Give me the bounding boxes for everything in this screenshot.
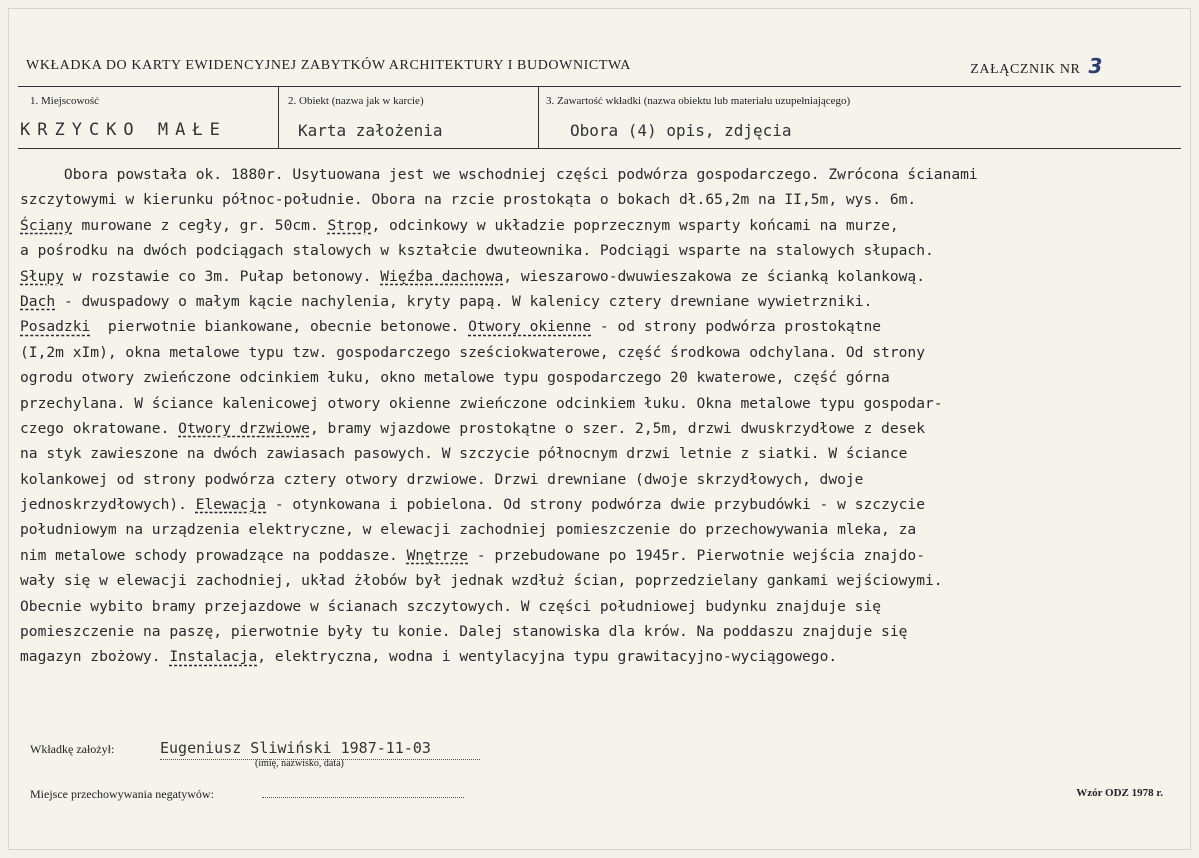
text-line: [20, 289, 1170, 314]
section-heading: Słupy: [20, 267, 64, 285]
text-span: , elektryczna, wodna i wentylacyjna typu grawitacyjno-wyciągowego.: [257, 648, 838, 666]
text-line: [20, 314, 1170, 339]
text-span: jednoskrzydłowych).: [20, 496, 196, 514]
description-body: [20, 162, 1170, 670]
founder-hint: (imię, nazwisko, data): [255, 758, 344, 769]
text-line: południowym na urządzenia elektryczne, w elewacji zachodniej pomieszczenie do przechowywania mleka, za: [20, 521, 917, 539]
section-heading: Dach: [20, 292, 56, 310]
column-divider-2: [538, 86, 539, 148]
text-line: Obecnie wybito bramy przejazdowe w ścianach szczytowych. W części południowej budynku znajduje się: [20, 597, 882, 615]
text-line: ogrodu otwory zwieńczone odcinkiem łuku, okno metalowe typu gospodarczego 20 kwaterowe, część górna: [20, 369, 890, 387]
section-heading: Elewacja: [195, 496, 267, 514]
field-value-object: Karta założenia: [298, 121, 443, 140]
field-label-object: 2. Obiekt (nazwa jak w karcie): [288, 95, 424, 107]
text-line: przechylana. W ściance kalenicowej otwory okienne zwieńczone odcinkiem łuku. Okna metalowe typu gospodar-: [20, 394, 943, 412]
text-span: w rozstawie co 3m. Pułap betonowy.: [63, 267, 381, 285]
text-line: [20, 644, 1170, 669]
header-divider-top: [18, 86, 1181, 87]
section-heading: Ściany: [20, 216, 73, 234]
storage-blank-line: [262, 797, 464, 798]
text-span: magazyn zbożowy.: [20, 648, 170, 666]
text-line: szczytowymi w kierunku północ-południe. Obora na rzcie prostokąta o bokach dł.65,2m na II,5m, wys. 6m.: [20, 191, 917, 209]
text-span: czego okratowane.: [20, 419, 179, 437]
founder-label: Wkładkę założył:: [30, 742, 115, 756]
text-span: , wieszarowo-dwuwieszakowa ze ścianką kolankową.: [503, 267, 926, 285]
field-value-contents: Obora (4) opis, zdjęcia: [570, 121, 792, 140]
section-heading: Posadzki: [20, 318, 91, 336]
column-divider-1: [278, 86, 279, 148]
text-line: kolankowej od strony podwórza cztery otwory drzwiowe. Drzwi drewniane (dwoje skrzydłowych, dwoje: [20, 470, 864, 488]
founder-value: Eugeniusz Sliwiński 1987-11-03: [160, 739, 480, 760]
section-heading: Więźba dachowa: [380, 267, 504, 285]
text-line: [20, 492, 1170, 517]
field-label-locality: 1. Miejscowość: [30, 95, 100, 107]
section-heading: Instalacja: [169, 648, 258, 666]
text-line: [20, 543, 1170, 568]
section-heading: Wnętrze: [406, 546, 469, 564]
text-line: [20, 416, 1170, 441]
text-line: a pośrodku na dwóch podciągach stalowych w kształcie dwuteownika. Podciągi wsparte na stalowych słupach.: [20, 242, 934, 260]
text-line: [20, 213, 1170, 238]
header-divider-bottom: [18, 148, 1181, 149]
text-span: nim metalowe schody prowadzące na poddasze.: [20, 546, 407, 564]
section-heading: Otwory okienne: [468, 318, 592, 336]
text-span: , odcinkowy w układzie poprzecznym wsparty końcami na murze,: [371, 216, 899, 234]
text-line: na styk zawieszone na dwóch zawiasach pasowych. W szczycie północnym drzwi letnie z siatki. W ściance: [20, 445, 908, 463]
text-span: , bramy wjazdowe prostokątne o szer. 2,5m, drzwi dwuskrzydłowe z desek: [309, 419, 925, 437]
field-value-locality: KRZYCKO MAŁE: [20, 120, 227, 140]
text-line: Obora powstała ok. 1880r. Usytuowana jest we wschodniej części podwórza gospodarczego. Zwrócona ścianami: [20, 166, 978, 183]
text-line: [20, 264, 1170, 289]
text-span: - przebudowane po 1945r. Pierwotnie wejścia znajdo-: [468, 546, 925, 564]
section-heading: Strop: [327, 216, 372, 234]
text-span: - dwuspadowy o małym kącie nachylenia, kryty papą. W kalenicy cztery drewniane wywietrzniki.: [55, 292, 873, 310]
text-line: wały się w elewacji zachodniej, układ żłobów był jednak wzdłuż ścian, poprzedzielany gankami wejściowymi.: [20, 572, 943, 590]
form-title: WKŁADKA DO KARTY EWIDENCYJNEJ ZABYTKÓW ARCHITEKTURY I BUDOWNICTWA: [26, 58, 631, 73]
text-span: pierwotnie biankowane, obecnie betonowe.: [90, 318, 469, 336]
annex-number: 3: [1088, 54, 1103, 78]
annex-label-text: ZAŁĄCZNIK NR: [970, 62, 1081, 77]
text-span: murowane z cegły, gr. 50cm.: [72, 216, 328, 234]
text-span: - otynkowana i pobielona. Od strony podwórza dwie przybudówki - w szczycie: [266, 496, 925, 514]
text-span: - od strony podwórza prostokątne: [591, 318, 882, 336]
text-line: (I,2m xIm), okna metalowe typu tzw. gospodarczego sześciokwaterowe, część środkowa odchylana. Od strony: [20, 343, 925, 361]
annex-label: [970, 54, 1103, 78]
text-line: pomieszczenie na paszę, pierwotnie były tu konie. Dalej stanowiska dla krów. Na poddaszu znajduje się: [20, 623, 908, 641]
form-code: Wzór ODZ 1978 r.: [1076, 787, 1163, 799]
section-heading: Otwory drzwiowe: [178, 419, 310, 437]
field-label-contents: 3. Zawartość wkładki (nazwa obiektu lub materiału uzupełniającego): [546, 95, 851, 107]
storage-label: Miejsce przechowywania negatywów:: [30, 787, 214, 801]
